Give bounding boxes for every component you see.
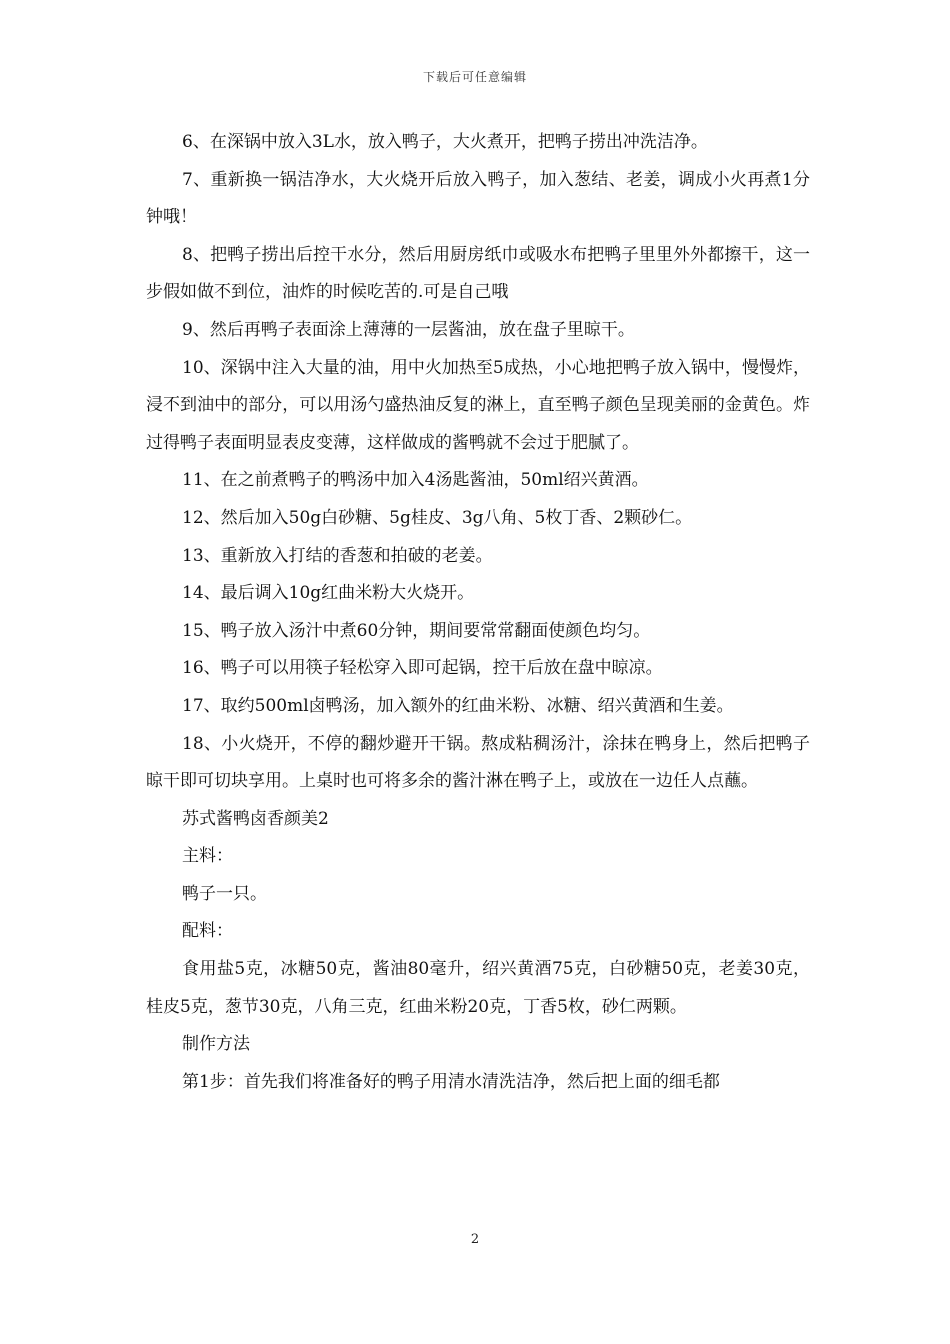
paragraph-step-14: 14、最后调入10g红曲米粉大火烧开。 bbox=[182, 583, 475, 604]
paragraph-step-15: 15、鸭子放入汤汁中煮60分钟，期间要常常翻面使颜色均匀。 bbox=[182, 620, 651, 641]
page-header: 下载后可任意编辑 bbox=[422, 70, 527, 84]
paragraph-step-9: 9、然后再鸭子表面涂上薄薄的一层酱油，放在盘子里晾干。 bbox=[182, 319, 635, 340]
paragraph-method-step-1: 第1步：首先我们将准备好的鸭子用清水清洗洁净，然后把上面的细毛都 bbox=[182, 1071, 720, 1092]
paragraph-step-18: 18、小火烧开，不停的翻炒避开干锅。熬成粘稠汤汁，涂抹在鸭身上，然后把鸭子晾干即可切块享用。上桌时也可将多余的酱汁淋在鸭子上，或放在一边任人点蘸。 bbox=[146, 733, 810, 792]
section-title: 苏式酱鸭卤香颜美2 bbox=[182, 808, 329, 829]
paragraph-step-12: 12、然后加入50g白砂糖、5g桂皮、3g八角、5枚丁香、2颗砂仁。 bbox=[182, 507, 693, 528]
paragraph-step-10: 10、深锅中注入大量的油，用中火加热至5成热，小心地把鸭子放入锅中，慢慢炸，浸不到油中的部分，可以用汤勺盛热油反复的淋上，直至鸭子颜色呈现美丽的金黄色。炸过得鸭子表面明显表皮变薄，这样做成的酱鸭就不会过于肥腻了。 bbox=[146, 357, 810, 453]
side-ingredients-label: 配料： bbox=[182, 921, 233, 942]
paragraph-step-13: 13、重新放入打结的香葱和拍破的老姜。 bbox=[182, 545, 493, 566]
main-ingredients-label: 主料： bbox=[182, 846, 233, 867]
paragraph-step-17: 17、取约500ml卤鸭汤，加入额外的红曲米粉、冰糖、绍兴黄酒和生姜。 bbox=[182, 695, 734, 716]
page-number: 2 bbox=[470, 1232, 480, 1247]
side-ingredients: 食用盐5克，冰糖50克，酱油80毫升，绍兴黄酒75克，白砂糖50克，老姜30克，桂皮5克，葱节30克，八角三克，红曲米粉20克，丁香5枚，砂仁两颗。 bbox=[146, 959, 810, 1017]
paragraph-step-8: 8、把鸭子捞出后控干水分，然后用厨房纸巾或吸水布把鸭子里里外外都擦干，这一步假如做不到位，油炸的时候吃苦的.可是自己哦 bbox=[146, 244, 810, 303]
paragraph-step-11: 11、在之前煮鸭子的鸭汤中加入4汤匙酱油，50ml绍兴黄酒。 bbox=[182, 470, 649, 491]
paragraph-step-6: 6、在深锅中放入3L水，放入鸭子，大火煮开，把鸭子捞出冲洗洁净。 bbox=[182, 132, 708, 152]
main-ingredients: 鸭子一只。 bbox=[182, 883, 267, 904]
document-body bbox=[146, 124, 810, 1101]
paragraph-step-7: 7、重新换一锅洁净水，大火烧开后放入鸭子，加入葱结、老姜，调成小火再煮1分钟哦！ bbox=[146, 169, 810, 228]
paragraph-step-16: 16、鸭子可以用筷子轻松穿入即可起锅，控干后放在盘中晾凉。 bbox=[182, 658, 663, 679]
method-heading: 制作方法 bbox=[182, 1034, 250, 1055]
